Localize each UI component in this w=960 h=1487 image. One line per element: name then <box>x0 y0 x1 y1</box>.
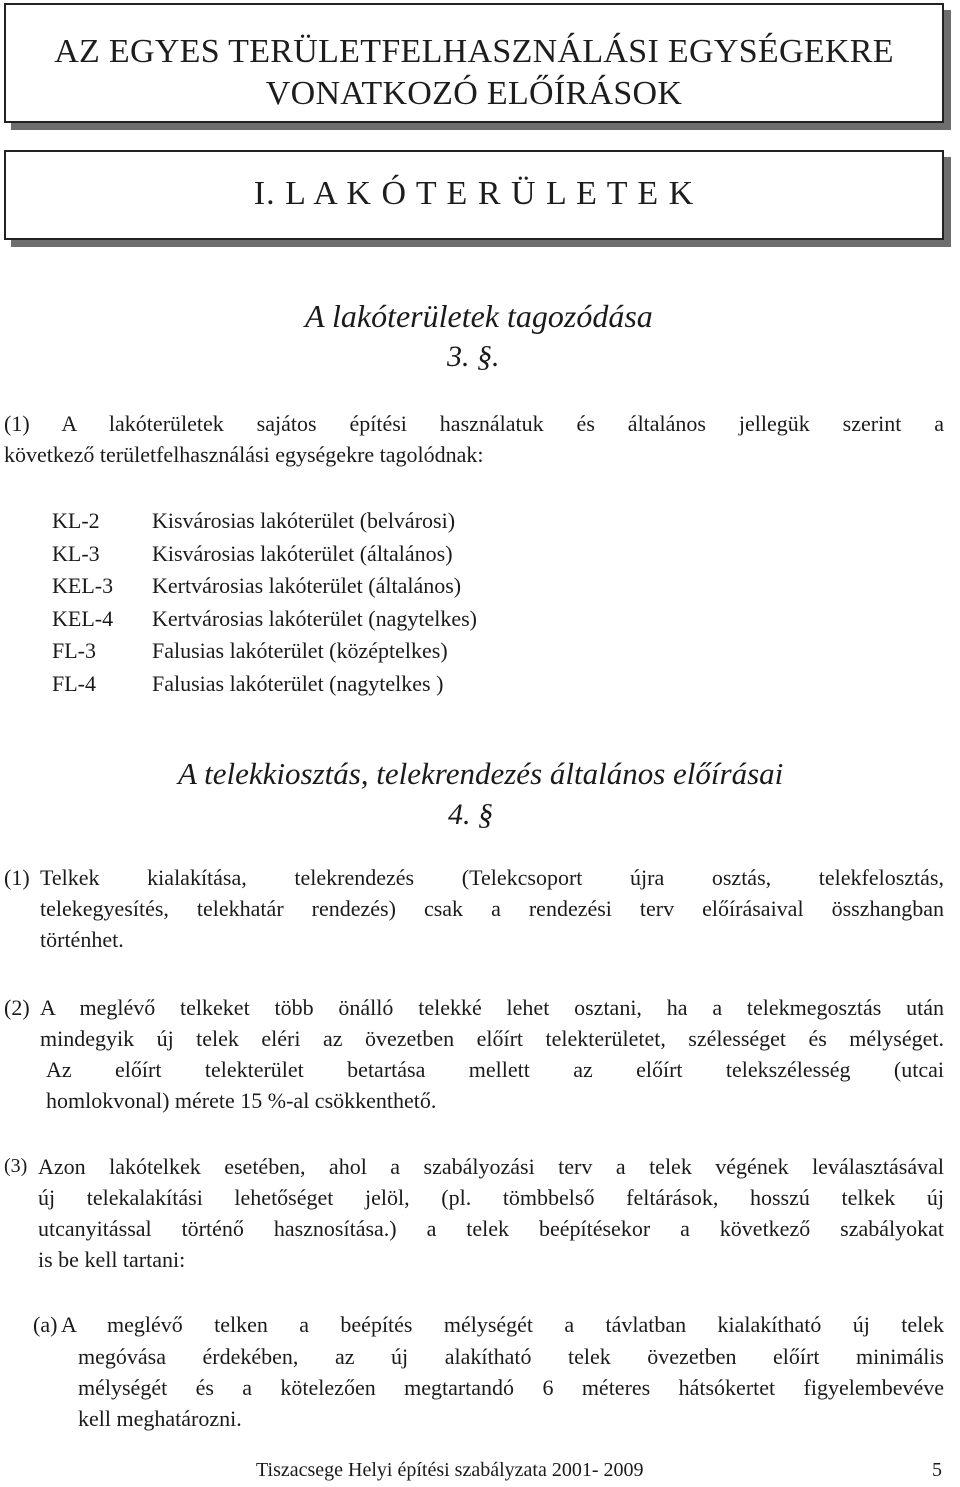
list-item <box>52 635 477 668</box>
paragraph-line: utcanyitással történő hasznosítása.) a telek beépítésekor a következő szabályokat <box>38 1216 944 1241</box>
subtitle-box <box>4 150 944 240</box>
section-4-paragraph-2-continued <box>46 1054 944 1116</box>
section-4-paragraph-a-first <box>61 1309 944 1340</box>
paragraph-line: is be kell tartani: <box>38 1247 186 1272</box>
zone-description: Kisvárosias lakóterület (általános) <box>152 540 453 566</box>
zone-description: Kertvárosias lakóterület (általános) <box>152 573 462 598</box>
section-4-number-text: 4. § <box>448 798 493 831</box>
zone-description: Kertvárosias lakóterület (nagytelkes) <box>152 605 477 631</box>
paragraph-line: megóvása érdekében, az új alakítható telek övezetben előírt minimális <box>78 1344 944 1369</box>
zone-code: FL-3 <box>52 638 96 663</box>
paragraph-1-label: (1) <box>4 865 30 890</box>
paragraph-line: mélységét és a kötelezően megtartandó 6 méteres hátsókertet figyelembevéve <box>78 1375 944 1400</box>
paragraph-line: Telkek kialakítása, telekrendezés (Telekcsoport újra osztás, telekfelosztás, <box>40 865 944 890</box>
paragraph-line: A meglévő telkeket több önálló telekké lehet osztani, ha a telekmegosztás után <box>40 995 944 1020</box>
title-line-1: AZ EGYES TERÜLETFELHASZNÁLÁSI EGYSÉGEKRE <box>54 33 894 70</box>
paragraph-line: történhet. <box>40 927 124 952</box>
list-item <box>52 668 477 701</box>
section-4-paragraph-2 <box>40 992 944 1054</box>
paragraph-line: kell meghatározni. <box>78 1406 242 1431</box>
paragraph-line: telekegyesítés, telekhatár rendezés) csak a rendezési terv előírásaival összhangban <box>40 896 944 921</box>
paragraph-line: új telekalakítási lehetőséget jelöl, (pl. tömbbelső feltárások, hosszú telkek új <box>38 1185 944 1210</box>
zone-description: Falusias lakóterület (középtelkes) <box>152 638 448 663</box>
list-item <box>52 505 477 538</box>
section-3-number-text: 3. §. <box>447 340 500 373</box>
list-item <box>52 570 477 603</box>
paragraph-2-label: (2) <box>4 995 30 1020</box>
zone-code: FL-4 <box>52 670 96 696</box>
footer-document-title: Tiszacsege Helyi építési szabályzata 2001- 2009 <box>256 1459 644 1481</box>
paragraph-3-label: (3) <box>4 1155 28 1177</box>
zone-description: Kisvárosias lakóterület (belvárosi) <box>152 508 456 533</box>
section-4-paragraph-a <box>78 1341 944 1434</box>
title-box <box>4 3 944 123</box>
footer-page-number: 5 <box>932 1459 942 1481</box>
list-item <box>52 603 477 636</box>
zone-code: KEL-4 <box>52 605 114 631</box>
document-title <box>6 5 942 115</box>
paragraph-a-label: (a) <box>33 1312 58 1337</box>
zone-code: KL-2 <box>52 508 100 533</box>
paragraph-line: homlokvonal) mérete 15 %-al csökkenthető. <box>46 1088 437 1113</box>
paragraph-line: (1) A lakóterületek sajátos építési használatuk és általános jellegük szerint a <box>4 411 944 436</box>
paragraph-line: A meglévő telken a beépítés mélységét a távlatban kialakítható új telek <box>61 1312 944 1337</box>
section-4-paragraph-1 <box>40 862 944 955</box>
paragraph-line: Azon lakótelkek esetében, ahol a szabályozási terv a telek végének leválasztásával <box>38 1154 944 1179</box>
zone-code: KL-3 <box>52 540 100 566</box>
title-line-2: VONATKOZÓ ELŐÍRÁSOK <box>265 75 683 112</box>
section-3-paragraph-1 <box>4 408 944 470</box>
chapter-title: I. L A K Ó T E R Ü L E T E K <box>253 175 695 212</box>
paragraph-line: következő területfelhasználási egységekre tagolódnak: <box>4 442 484 467</box>
zone-code: KEL-3 <box>52 573 114 598</box>
paragraph-line: Az előírt telekterület betartása mellett az előírt telekszélesség (utcai <box>46 1057 944 1082</box>
section-4-heading-text: A telekkiosztás, telekrendezés általános előírásai <box>178 756 784 791</box>
list-item <box>52 538 477 571</box>
section-4-paragraph-3 <box>38 1151 944 1275</box>
section-3-heading-text: A lakóterületek tagozódása <box>305 298 653 334</box>
zone-description: Falusias lakóterület (nagytelkes ) <box>152 670 444 696</box>
paragraph-line: mindegyik új telek eléri az övezetben előírt telekterületet, szélességet és mélységet. <box>40 1026 944 1051</box>
zone-list <box>52 505 477 700</box>
